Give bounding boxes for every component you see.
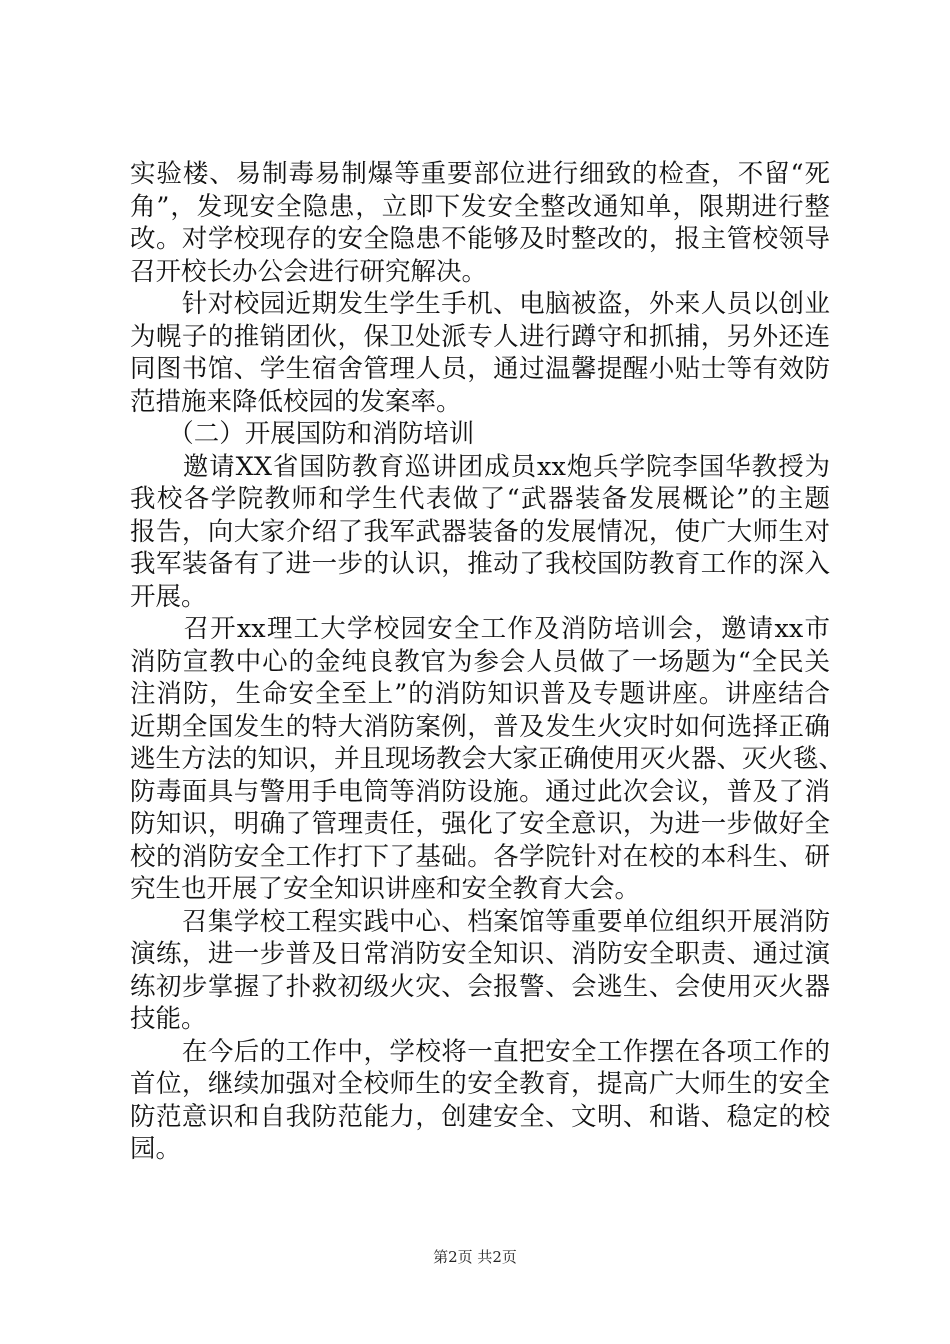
text-line: 防毒面具与警用手电筒等消防设施。通过此次会议，普及了消 (130, 776, 830, 807)
text-line: 报告，向大家介绍了我军武器装备的发展情况，使广大师生对 (130, 516, 830, 547)
section-heading: （二）开展国防和消防培训 (130, 419, 475, 449)
text-line: 召集学校工程实践中心、档案馆等重要单位组织开展消防 (130, 906, 830, 937)
text-line: 为幌子的推销团伙，保卫处派专人进行蹲守和抓捕，另外还连 (130, 321, 830, 352)
text-line: 消防宣教中心的金纯良教官为参会人员做了一场题为“全民关 (130, 646, 830, 677)
text-line: 针对校园近期发生学生手机、电脑被盗，外来人员以创业 (130, 289, 830, 319)
text-line: 技能。 (130, 1004, 207, 1034)
text-line: 防知识，明确了管理责任，强化了安全意识，为进一步做好全 (130, 809, 830, 839)
text-line: 召开xx理工大学校园安全工作及消防培训会，邀请xx市 (130, 614, 830, 644)
text-line: 开展。 (130, 581, 207, 612)
text-line: 首位，继续加强对全校师生的安全教育，提高广大师生的安全 (130, 1069, 830, 1099)
text-line: 同图书馆、学生宿舍管理人员，通过温馨提醒小贴士等有效防 (130, 354, 830, 384)
text-line: 在今后的工作中，学校将一直把安全工作摆在各项工作的 (130, 1036, 830, 1067)
text-line: 练初步掌握了扑救初级火灾、会报警、会逃生、会使用灭火器 (130, 971, 830, 1002)
text-line: 角”，发现安全隐患，立即下发安全整改通知单，限期进行整 (130, 191, 830, 222)
text-line: 召开校长办公会进行研究解决。 (130, 256, 488, 287)
text-line: 注消防，生命安全至上”的消防知识普及专题讲座。讲座结合 (130, 679, 830, 709)
text-line: 我校各学院教师和学生代表做了“武器装备发展概论”的主题 (130, 484, 830, 514)
text-line: 邀请XX省国防教育巡讲团成员xx炮兵学院李国华教授为 (130, 451, 830, 482)
text-line: 防范意识和自我防范能力，创建安全、文明、和谐、稳定的校 (130, 1101, 830, 1132)
text-line: 演练，进一步普及日常消防安全知识、消防安全职责、通过演 (130, 939, 830, 969)
text-line: 我军装备有了进一步的认识，推动了我校国防教育工作的深入 (130, 549, 830, 579)
page-number-footer: 第2页 共2页 (433, 1248, 517, 1266)
text-line: 改。对学校现存的安全隐患不能够及时整改的，报主管校领导 (130, 224, 830, 254)
text-line: 园。 (130, 1134, 182, 1164)
text-line: 近期全国发生的特大消防案例，普及发生火灾时如何选择正确 (130, 711, 830, 742)
document-body (130, 158, 845, 1166)
text-line: 实验楼、易制毒易制爆等重要部位进行细致的检查，不留“死 (130, 159, 830, 189)
text-line: 校的消防安全工作打下了基础。各学院针对在校的本科生、研 (130, 841, 830, 872)
text-line: 范措施来降低校园的发案率。 (130, 386, 462, 417)
text-line: 逃生方法的知识，并且现场教会大家正确使用灭火器、灭火毯、 (130, 744, 845, 774)
text-line: 究生也开展了安全知识讲座和安全教育大会。 (130, 874, 641, 904)
